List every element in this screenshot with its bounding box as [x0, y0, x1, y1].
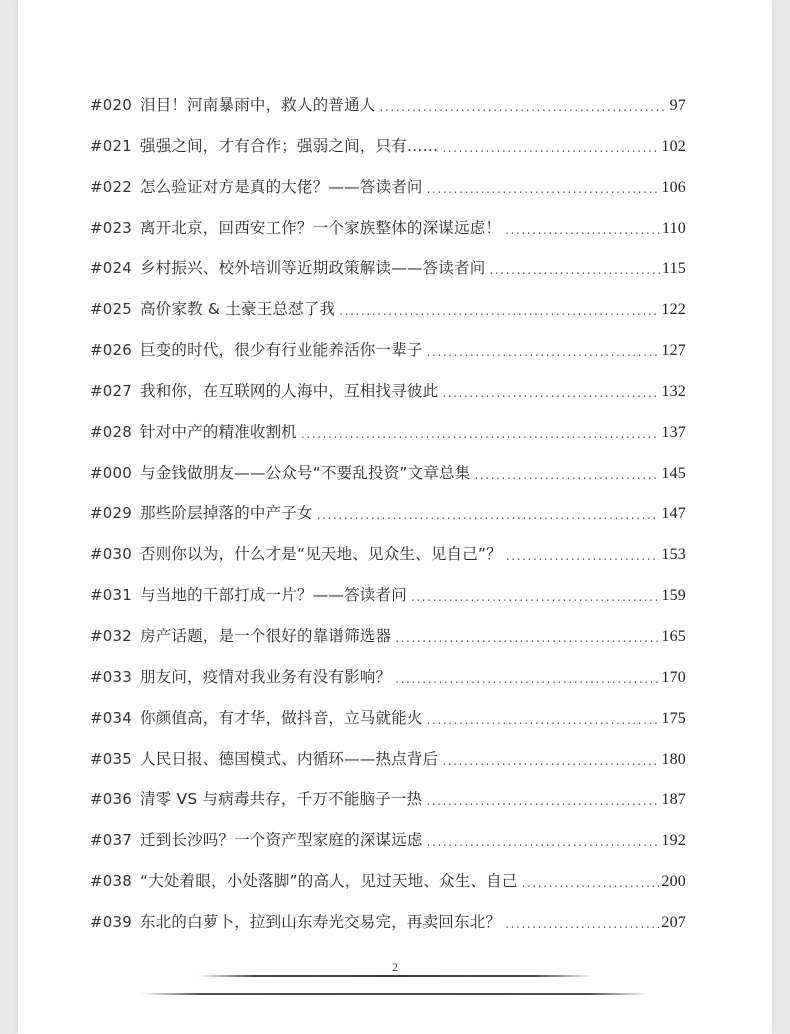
toc-entry-page: 147	[661, 505, 686, 523]
toc-entry-page: 102	[661, 137, 686, 155]
toc-entry-leader-dots	[427, 835, 660, 849]
toc-entry-leader-dots	[427, 713, 660, 727]
toc-entry-number: #025	[90, 300, 132, 319]
toc-entry-number: #022	[90, 177, 132, 196]
toc-entry	[90, 706, 686, 747]
toc-entry-title: 巨变的时代，很少有行业能养活你一辈子	[140, 341, 423, 360]
toc-entry-number: #032	[90, 626, 132, 645]
toc-entry	[90, 665, 686, 706]
toc-entry	[90, 910, 686, 951]
toc-entry-leader-dots	[506, 549, 660, 563]
toc-entry-number: #023	[90, 218, 132, 237]
footer-divider-bottom	[140, 993, 650, 995]
toc-entry-number: #029	[90, 504, 132, 523]
toc-entry-leader-dots	[474, 468, 659, 482]
toc-entry-number: #026	[90, 341, 132, 360]
toc-entry-page: 170	[661, 668, 686, 686]
toc-entry	[90, 747, 686, 788]
toc-entry-title: 与金钱做朋友——公众号“不要乱投资”文章总集	[140, 463, 471, 482]
footer-divider-top	[196, 975, 594, 977]
toc-entry	[90, 338, 686, 379]
toc-entry	[90, 461, 686, 502]
toc-entry-number: #035	[90, 749, 132, 768]
toc-entry-title: 否则你以为，什么才是“见天地、见众生、见自己”？	[140, 545, 502, 564]
toc-entry-number: #039	[90, 912, 132, 931]
toc-entry	[90, 624, 686, 665]
toc-entry	[90, 420, 686, 461]
toc-entry	[90, 134, 686, 175]
toc-entry-page: 200	[661, 873, 686, 891]
toc-entry-title: 房产话题，是一个很好的靠谱筛选器	[140, 626, 392, 645]
toc-entry-number: #036	[90, 790, 132, 809]
toc-entry-leader-dots	[339, 304, 659, 318]
toc-entry-title: 高价家教 & 土豪王总怼了我	[140, 300, 336, 319]
toc-entry-page: 97	[669, 97, 686, 114]
toc-entry-leader-dots	[442, 141, 659, 155]
toc-entry-leader-dots	[505, 917, 659, 931]
toc-entry-page: 132	[661, 382, 686, 400]
toc-entry-page: 192	[661, 832, 686, 850]
toc-entry-leader-dots	[426, 794, 659, 808]
page-number: 2	[392, 960, 398, 974]
toc-entry-leader-dots	[395, 672, 659, 686]
table-of-contents	[90, 93, 686, 951]
toc-entry-leader-dots	[427, 182, 660, 196]
toc-entry-number: #021	[90, 136, 132, 155]
toc-entry	[90, 787, 686, 828]
toc-entry-page: 145	[661, 464, 686, 482]
toc-entry-leader-dots	[317, 508, 660, 522]
toc-entry-number: #037	[90, 831, 132, 850]
toc-entry-title: 针对中产的精准收割机	[140, 422, 298, 441]
toc-entry-leader-dots	[522, 876, 660, 890]
toc-entry-title: 泪目！河南暴雨中，救人的普通人	[140, 96, 376, 114]
toc-entry-title: 迁到长沙吗？一个资产型家庭的深谋远虑	[140, 831, 423, 850]
toc-entry-number: #030	[90, 545, 132, 564]
toc-entry-page: 159	[661, 587, 686, 605]
toc-entry	[90, 297, 686, 338]
toc-entry-page: 180	[661, 750, 686, 768]
toc-entry-title: 朋友问，疫情对我业务有没有影响？	[140, 667, 392, 686]
toc-entry-page: 165	[661, 627, 686, 645]
toc-entry-leader-dots	[442, 754, 659, 768]
toc-entry-number: #000	[90, 463, 132, 482]
toc-entry-number: #024	[90, 259, 132, 278]
toc-entry	[90, 583, 686, 624]
toc-entry-title: 人民日报、德国模式、内循环——热点背后	[140, 749, 439, 768]
toc-entry-title: 强强之间，才有合作；强弱之间，只有……	[140, 136, 439, 155]
toc-entry	[90, 216, 686, 257]
toc-entry-page: 106	[661, 178, 686, 196]
toc-entry-page: 175	[661, 709, 686, 727]
toc-entry-leader-dots	[442, 386, 659, 400]
toc-entry-leader-dots	[411, 590, 659, 604]
toc-entry-title: 那些阶层掉落的中产子女	[140, 504, 313, 523]
toc-entry-number: #027	[90, 381, 132, 400]
toc-entry-title: 我和你，在互联网的人海中，互相找寻彼此	[140, 381, 439, 400]
toc-entry-number: #034	[90, 708, 132, 727]
toc-entry	[90, 379, 686, 420]
toc-entry-title: 你颜值高，有才华，做抖音，立马就能火	[140, 708, 423, 727]
toc-entry	[90, 869, 686, 910]
toc-entry	[90, 256, 686, 297]
toc-entry-title: 乡村振兴、校外培训等近期政策解读——答读者问	[140, 259, 486, 278]
toc-entry-number: #038	[90, 872, 132, 891]
toc-entry	[90, 828, 686, 869]
toc-entry-title: “大处着眼，小处落脚”的高人，见过天地、众生、自己	[140, 872, 518, 891]
toc-entry-page: 110	[661, 219, 686, 237]
toc-entry-title: 离开北京，回西安工作？一个家族整体的深谋远虑！	[140, 218, 502, 237]
toc-entry-leader-dots	[427, 345, 660, 359]
toc-entry-leader-dots	[395, 631, 659, 645]
toc-entry	[90, 93, 686, 134]
toc-entry-title: 与当地的干部打成一片？——答读者问	[140, 586, 407, 605]
toc-entry-leader-dots	[301, 427, 659, 441]
toc-entry-title: 怎么验证对方是真的大佬？——答读者问	[140, 177, 423, 196]
toc-entry	[90, 542, 686, 583]
toc-entry	[90, 175, 686, 216]
toc-entry-page: 207	[661, 913, 686, 931]
toc-entry-title: 清零 VS 与病毒共存，千万不能脑子一热	[140, 790, 423, 809]
toc-entry-page: 137	[661, 423, 686, 441]
toc-entry-page: 122	[661, 301, 686, 319]
toc-entry-page: 127	[661, 342, 686, 360]
toc-entry-number: #028	[90, 422, 132, 441]
toc-entry-leader-dots	[505, 223, 660, 237]
toc-entry-leader-dots	[489, 263, 660, 277]
toc-entry-page: 115	[661, 260, 686, 278]
toc-entry-leader-dots	[380, 100, 668, 114]
toc-entry-page: 153	[661, 546, 686, 564]
toc-entry-title: 东北的白萝卜，拉到山东寿光交易完，再卖回东北？	[140, 912, 502, 931]
toc-entry-number: #033	[90, 667, 132, 686]
toc-entry-number: #020	[90, 96, 132, 114]
toc-entry	[90, 501, 686, 542]
toc-entry-page: 187	[661, 791, 686, 809]
toc-entry-number: #031	[90, 586, 132, 605]
